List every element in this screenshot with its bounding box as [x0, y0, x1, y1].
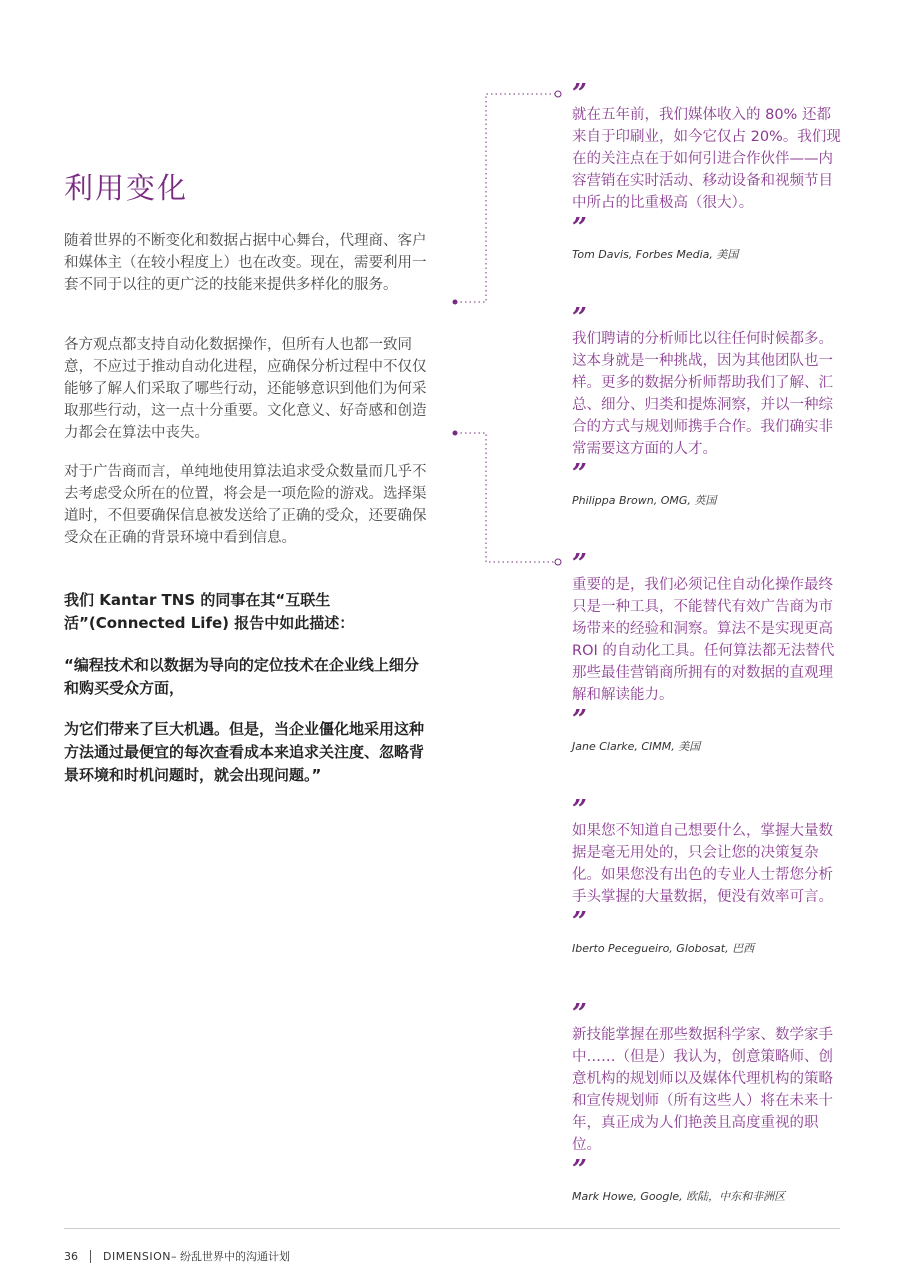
kantar-intro: 我们 Kantar TNS 的同事在其“互联生活”(Connected Life) 报告中如此描述：: [64, 591, 355, 632]
quote-attribution: Iberto Pecegueiro, Globosat, 巴西: [572, 942, 755, 955]
quote-text: 如果您不知道自己想要什么，掌握大量数据是毫无用处的，只会让您的决策复杂化。如果您没有出色的专业人士帮您分析手头掌握的大量数据，便没有效率可言。: [572, 823, 833, 905]
quote-block-4: [572, 795, 844, 956]
connector-dot-1: [453, 300, 458, 305]
quote-mark-icon: ”: [572, 795, 583, 825]
quote-mark-icon: ”: [572, 1155, 583, 1185]
footer-separator: [90, 1250, 91, 1263]
publication-name: DIMENSION: [103, 1249, 171, 1263]
body-paragraph-2: 各方观点都支持自动化数据操作，但所有人也都一致同意，不应过于推动自动化进程，应确保分析过程中不仅仅能够了解人们采取了哪些行动，还能够意识到他们为何采取那些行动，这一点十分重要。文化意义、好奇感和创造力都会在算法中丧失。: [64, 337, 427, 441]
quote-mark-icon: ”: [572, 459, 583, 489]
footer-divider: [64, 1228, 840, 1229]
quote-attribution: Jane Clarke, CIMM, 美国: [572, 740, 701, 753]
page-title: 利用变化: [64, 171, 189, 205]
quote-attribution: Philippa Brown, OMG, 英国: [572, 494, 717, 507]
connector-dot-2: [453, 431, 458, 436]
publication-subtitle: – 纷乱世界中的沟通计划: [171, 1250, 290, 1263]
footer: [64, 1248, 290, 1264]
quote-attribution: Mark Howe, Google, 欧陆，中东和非洲区: [572, 1190, 786, 1203]
quote-attribution: Tom Davis, Forbes Media, 美国: [572, 248, 739, 261]
body-paragraph-3: 对于广告商而言，单纯地使用算法追求受众数量而几乎不去考虑受众所在的位置，将会是一项危险的游戏。选择渠道时，不但要确保信息被发送给了正确的受众，还要确保受众在正确的背景环境中看到信息。: [64, 464, 427, 546]
quote-mark-icon: ”: [572, 705, 583, 735]
quote-block-1: [572, 79, 844, 262]
kantar-quote-part-2: 为它们带来了巨大机遇。但是，当企业僵化地采用这种方法通过最便宜的每次查看成本来追求关注度、忽略背景环境和时机问题时，就会出现问题。”: [64, 720, 425, 784]
quote-mark-icon: ”: [572, 999, 583, 1029]
kantar-quote-part-1: “编程技术和以数据为导向的定位技术在企业线上细分和购买受众方面，: [64, 656, 419, 697]
page-number: 36: [64, 1249, 78, 1263]
quote-text: 重要的是，我们必须记住自动化操作最终只是一种工具，不能替代有效广告商为市场带来的经验和洞察。算法不是实现更高 ROI 的自动化工具。任何算法都无法替代那些最佳营销商所拥有的对数据的直观理解和解读能力。: [572, 577, 835, 703]
quote-block-2: [572, 303, 844, 508]
quote-mark-icon: ”: [572, 303, 583, 333]
quote-mark-icon: ”: [572, 79, 583, 109]
quote-mark-icon: ”: [572, 549, 583, 579]
quote-text: 我们聘请的分析师比以往任何时候都多。这本身就是一种挑战，因为其他团队也一样。更多的数据分析师帮助我们了解、汇总、细分、归类和提炼洞察，并以一种综合的方式与规划师携手合作。我们确实非常需要这方面的人才。: [572, 331, 833, 457]
quote-mark-icon: ”: [572, 907, 583, 937]
quote-mark-icon: ”: [572, 213, 583, 243]
quote-text: 就在五年前，我们媒体收入的 80% 还都来自于印刷业，如今它仅占 20%。我们现在的关注点在于如何引进合作伙伴——内容营销在实时活动、移动设备和视频节目中所占的比重极高（很大）。: [572, 107, 841, 211]
quote-text: 新技能掌握在那些数据科学家、数学家手中……（但是）我认为，创意策略师、创意机构的规划师以及媒体代理机构的策略和宣传规划师（所有这些人）将在未来十年，真正成为人们艳羡且高度重视的职位。: [572, 1027, 833, 1153]
quote-block-5: [572, 999, 844, 1204]
body-paragraph-1: 随着世界的不断变化和数据占据中心舞台，代理商、客户和媒体主（在较小程度上）也在改变。现在，需要利用一套不同于以往的更广泛的技能来提供多样化的服务。: [64, 233, 427, 293]
quote-block-3: [572, 549, 844, 754]
